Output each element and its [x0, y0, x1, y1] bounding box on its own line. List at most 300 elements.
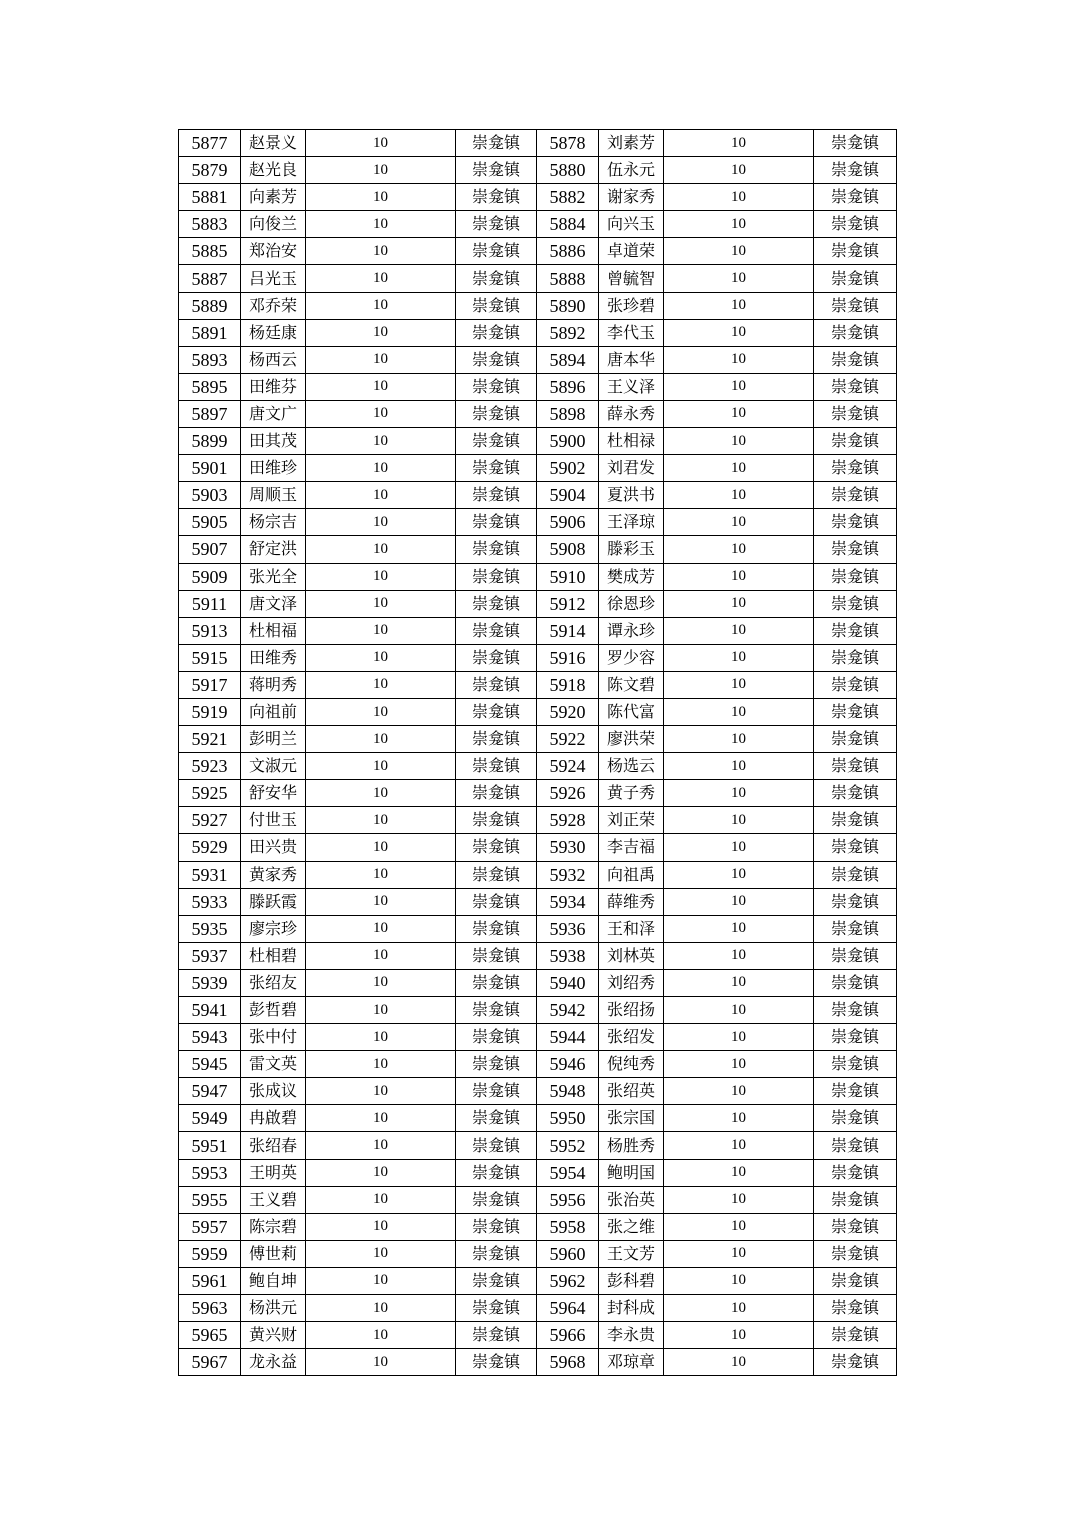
right-person-name-cell: 张绍英	[599, 1078, 664, 1105]
table-row	[179, 942, 897, 969]
right-amount-cell: 10	[664, 1186, 814, 1213]
right-person-name-cell: 黄子秀	[599, 780, 664, 807]
right-person-name-cell: 刘林英	[599, 942, 664, 969]
right-amount-cell: 10	[664, 130, 814, 157]
right-record-id-cell: 5946	[537, 1051, 599, 1078]
table-row	[179, 617, 897, 644]
right-amount-cell: 10	[664, 1132, 814, 1159]
left-person-name-cell: 向素芳	[241, 184, 306, 211]
table-row	[179, 807, 897, 834]
right-amount-cell: 10	[664, 1295, 814, 1322]
left-record-id-cell: 5905	[179, 509, 241, 536]
right-record-id-cell: 5882	[537, 184, 599, 211]
right-amount-cell: 10	[664, 238, 814, 265]
right-record-id-cell: 5956	[537, 1186, 599, 1213]
right-town-name-cell: 崇龛镇	[814, 1105, 897, 1132]
left-amount-cell: 10	[306, 726, 456, 753]
right-person-name-cell: 李代玉	[599, 319, 664, 346]
right-town-name-cell: 崇龛镇	[814, 563, 897, 590]
right-record-id-cell: 5878	[537, 130, 599, 157]
right-town-name-cell: 崇龛镇	[814, 1186, 897, 1213]
left-person-name-cell: 杨廷康	[241, 319, 306, 346]
table-row	[179, 1186, 897, 1213]
left-person-name-cell: 田其茂	[241, 428, 306, 455]
right-town-name-cell: 崇龛镇	[814, 644, 897, 671]
right-amount-cell: 10	[664, 969, 814, 996]
left-record-id-cell: 5965	[179, 1322, 241, 1349]
right-person-name-cell: 廖洪荣	[599, 726, 664, 753]
left-amount-cell: 10	[306, 1051, 456, 1078]
right-person-name-cell: 倪纯秀	[599, 1051, 664, 1078]
table-row	[179, 482, 897, 509]
right-town-name-cell: 崇龛镇	[814, 428, 897, 455]
right-record-id-cell: 5918	[537, 671, 599, 698]
table-row	[179, 319, 897, 346]
table-row	[179, 1240, 897, 1267]
right-record-id-cell: 5948	[537, 1078, 599, 1105]
right-amount-cell: 10	[664, 1349, 814, 1376]
left-town-name-cell: 崇龛镇	[456, 997, 537, 1024]
left-amount-cell: 10	[306, 482, 456, 509]
left-record-id-cell: 5889	[179, 292, 241, 319]
table-row	[179, 536, 897, 563]
left-amount-cell: 10	[306, 942, 456, 969]
right-record-id-cell: 5902	[537, 455, 599, 482]
right-person-name-cell: 王泽琼	[599, 509, 664, 536]
left-town-name-cell: 崇龛镇	[456, 184, 537, 211]
table-row	[179, 563, 897, 590]
right-amount-cell: 10	[664, 319, 814, 346]
right-amount-cell: 10	[664, 400, 814, 427]
right-record-id-cell: 5964	[537, 1295, 599, 1322]
right-amount-cell: 10	[664, 807, 814, 834]
table-row	[179, 1159, 897, 1186]
left-person-name-cell: 张光全	[241, 563, 306, 590]
table-row	[179, 1105, 897, 1132]
right-town-name-cell: 崇龛镇	[814, 1322, 897, 1349]
left-town-name-cell: 崇龛镇	[456, 1267, 537, 1294]
left-person-name-cell: 彭明兰	[241, 726, 306, 753]
left-amount-cell: 10	[306, 1159, 456, 1186]
left-record-id-cell: 5931	[179, 861, 241, 888]
right-town-name-cell: 崇龛镇	[814, 726, 897, 753]
left-record-id-cell: 5927	[179, 807, 241, 834]
table-row	[179, 997, 897, 1024]
left-amount-cell: 10	[306, 780, 456, 807]
left-amount-cell: 10	[306, 1349, 456, 1376]
left-record-id-cell: 5951	[179, 1132, 241, 1159]
left-amount-cell: 10	[306, 753, 456, 780]
right-town-name-cell: 崇龛镇	[814, 482, 897, 509]
left-town-name-cell: 崇龛镇	[456, 428, 537, 455]
left-record-id-cell: 5887	[179, 265, 241, 292]
right-town-name-cell: 崇龛镇	[814, 969, 897, 996]
left-amount-cell: 10	[306, 238, 456, 265]
left-record-id-cell: 5917	[179, 671, 241, 698]
left-person-name-cell: 滕跃霞	[241, 888, 306, 915]
right-record-id-cell: 5928	[537, 807, 599, 834]
right-town-name-cell: 崇龛镇	[814, 1078, 897, 1105]
left-record-id-cell: 5963	[179, 1295, 241, 1322]
table-row	[179, 130, 897, 157]
left-record-id-cell: 5895	[179, 373, 241, 400]
table-row	[179, 1132, 897, 1159]
right-amount-cell: 10	[664, 563, 814, 590]
left-record-id-cell: 5909	[179, 563, 241, 590]
left-town-name-cell: 崇龛镇	[456, 969, 537, 996]
right-amount-cell: 10	[664, 1105, 814, 1132]
right-town-name-cell: 崇龛镇	[814, 942, 897, 969]
left-amount-cell: 10	[306, 644, 456, 671]
left-person-name-cell: 傅世莉	[241, 1240, 306, 1267]
table-row	[179, 726, 897, 753]
roster-table	[178, 129, 897, 1376]
left-person-name-cell: 杨宗吉	[241, 509, 306, 536]
right-town-name-cell: 崇龛镇	[814, 292, 897, 319]
left-record-id-cell: 5947	[179, 1078, 241, 1105]
right-person-name-cell: 向兴玉	[599, 211, 664, 238]
right-town-name-cell: 崇龛镇	[814, 1240, 897, 1267]
right-person-name-cell: 鲍明国	[599, 1159, 664, 1186]
right-amount-cell: 10	[664, 671, 814, 698]
left-amount-cell: 10	[306, 1295, 456, 1322]
left-person-name-cell: 向俊兰	[241, 211, 306, 238]
left-record-id-cell: 5925	[179, 780, 241, 807]
left-record-id-cell: 5923	[179, 753, 241, 780]
right-amount-cell: 10	[664, 780, 814, 807]
right-record-id-cell: 5896	[537, 373, 599, 400]
right-person-name-cell: 徐恩珍	[599, 590, 664, 617]
left-amount-cell: 10	[306, 400, 456, 427]
right-record-id-cell: 5938	[537, 942, 599, 969]
right-town-name-cell: 崇龛镇	[814, 671, 897, 698]
left-town-name-cell: 崇龛镇	[456, 698, 537, 725]
left-town-name-cell: 崇龛镇	[456, 536, 537, 563]
table-row	[179, 1267, 897, 1294]
table-row	[179, 1349, 897, 1376]
table-row	[179, 753, 897, 780]
right-amount-cell: 10	[664, 1051, 814, 1078]
left-amount-cell: 10	[306, 888, 456, 915]
left-person-name-cell: 杜相福	[241, 617, 306, 644]
table-row	[179, 671, 897, 698]
right-record-id-cell: 5966	[537, 1322, 599, 1349]
right-record-id-cell: 5936	[537, 915, 599, 942]
left-amount-cell: 10	[306, 807, 456, 834]
left-person-name-cell: 田兴贵	[241, 834, 306, 861]
right-amount-cell: 10	[664, 617, 814, 644]
left-amount-cell: 10	[306, 698, 456, 725]
left-town-name-cell: 崇龛镇	[456, 265, 537, 292]
left-town-name-cell: 崇龛镇	[456, 319, 537, 346]
left-town-name-cell: 崇龛镇	[456, 726, 537, 753]
table-row	[179, 1322, 897, 1349]
right-person-name-cell: 封科成	[599, 1295, 664, 1322]
table-row	[179, 590, 897, 617]
left-amount-cell: 10	[306, 292, 456, 319]
right-record-id-cell: 5944	[537, 1024, 599, 1051]
left-town-name-cell: 崇龛镇	[456, 888, 537, 915]
left-town-name-cell: 崇龛镇	[456, 671, 537, 698]
left-amount-cell: 10	[306, 1186, 456, 1213]
left-town-name-cell: 崇龛镇	[456, 1349, 537, 1376]
right-record-id-cell: 5968	[537, 1349, 599, 1376]
left-record-id-cell: 5957	[179, 1213, 241, 1240]
right-person-name-cell: 王义泽	[599, 373, 664, 400]
left-person-name-cell: 杨西云	[241, 346, 306, 373]
table-row	[179, 1213, 897, 1240]
left-town-name-cell: 崇龛镇	[456, 1213, 537, 1240]
right-town-name-cell: 崇龛镇	[814, 1159, 897, 1186]
left-amount-cell: 10	[306, 617, 456, 644]
left-record-id-cell: 5943	[179, 1024, 241, 1051]
left-amount-cell: 10	[306, 1240, 456, 1267]
left-person-name-cell: 冉啟碧	[241, 1105, 306, 1132]
table-row	[179, 1295, 897, 1322]
left-amount-cell: 10	[306, 834, 456, 861]
right-town-name-cell: 崇龛镇	[814, 888, 897, 915]
right-person-name-cell: 薛维秀	[599, 888, 664, 915]
left-record-id-cell: 5881	[179, 184, 241, 211]
right-amount-cell: 10	[664, 834, 814, 861]
right-amount-cell: 10	[664, 373, 814, 400]
right-record-id-cell: 5920	[537, 698, 599, 725]
left-town-name-cell: 崇龛镇	[456, 157, 537, 184]
right-town-name-cell: 崇龛镇	[814, 997, 897, 1024]
right-town-name-cell: 崇龛镇	[814, 346, 897, 373]
right-town-name-cell: 崇龛镇	[814, 753, 897, 780]
left-amount-cell: 10	[306, 563, 456, 590]
left-person-name-cell: 赵景义	[241, 130, 306, 157]
right-record-id-cell: 5884	[537, 211, 599, 238]
right-person-name-cell: 陈代富	[599, 698, 664, 725]
left-person-name-cell: 张中付	[241, 1024, 306, 1051]
left-amount-cell: 10	[306, 1132, 456, 1159]
left-amount-cell: 10	[306, 1213, 456, 1240]
right-record-id-cell: 5880	[537, 157, 599, 184]
left-amount-cell: 10	[306, 455, 456, 482]
left-town-name-cell: 崇龛镇	[456, 211, 537, 238]
table-row	[179, 346, 897, 373]
left-town-name-cell: 崇龛镇	[456, 1132, 537, 1159]
right-town-name-cell: 崇龛镇	[814, 1267, 897, 1294]
left-record-id-cell: 5893	[179, 346, 241, 373]
left-town-name-cell: 崇龛镇	[456, 617, 537, 644]
left-town-name-cell: 崇龛镇	[456, 1295, 537, 1322]
right-amount-cell: 10	[664, 726, 814, 753]
left-town-name-cell: 崇龛镇	[456, 1051, 537, 1078]
right-record-id-cell: 5888	[537, 265, 599, 292]
right-person-name-cell: 王和泽	[599, 915, 664, 942]
left-town-name-cell: 崇龛镇	[456, 942, 537, 969]
right-person-name-cell: 薛永秀	[599, 400, 664, 427]
left-person-name-cell: 付世玉	[241, 807, 306, 834]
right-town-name-cell: 崇龛镇	[814, 590, 897, 617]
right-person-name-cell: 张治英	[599, 1186, 664, 1213]
right-amount-cell: 10	[664, 455, 814, 482]
left-record-id-cell: 5899	[179, 428, 241, 455]
right-record-id-cell: 5906	[537, 509, 599, 536]
left-record-id-cell: 5915	[179, 644, 241, 671]
left-record-id-cell: 5913	[179, 617, 241, 644]
right-town-name-cell: 崇龛镇	[814, 861, 897, 888]
left-record-id-cell: 5959	[179, 1240, 241, 1267]
left-person-name-cell: 张绍友	[241, 969, 306, 996]
left-amount-cell: 10	[306, 1105, 456, 1132]
left-amount-cell: 10	[306, 346, 456, 373]
left-town-name-cell: 崇龛镇	[456, 1105, 537, 1132]
right-amount-cell: 10	[664, 536, 814, 563]
right-record-id-cell: 5960	[537, 1240, 599, 1267]
left-record-id-cell: 5897	[179, 400, 241, 427]
left-record-id-cell: 5961	[179, 1267, 241, 1294]
left-amount-cell: 10	[306, 1267, 456, 1294]
table-row	[179, 211, 897, 238]
right-amount-cell: 10	[664, 211, 814, 238]
left-town-name-cell: 崇龛镇	[456, 780, 537, 807]
right-amount-cell: 10	[664, 428, 814, 455]
table-row	[179, 509, 897, 536]
right-record-id-cell: 5886	[537, 238, 599, 265]
right-record-id-cell: 5898	[537, 400, 599, 427]
right-record-id-cell: 5932	[537, 861, 599, 888]
table-row	[179, 834, 897, 861]
left-person-name-cell: 蒋明秀	[241, 671, 306, 698]
left-amount-cell: 10	[306, 536, 456, 563]
right-person-name-cell: 唐本华	[599, 346, 664, 373]
right-record-id-cell: 5926	[537, 780, 599, 807]
right-person-name-cell: 彭科碧	[599, 1267, 664, 1294]
left-person-name-cell: 王明英	[241, 1159, 306, 1186]
right-person-name-cell: 曾毓智	[599, 265, 664, 292]
right-town-name-cell: 崇龛镇	[814, 1132, 897, 1159]
right-record-id-cell: 5962	[537, 1267, 599, 1294]
left-record-id-cell: 5945	[179, 1051, 241, 1078]
right-amount-cell: 10	[664, 292, 814, 319]
left-amount-cell: 10	[306, 1024, 456, 1051]
left-record-id-cell: 5937	[179, 942, 241, 969]
right-town-name-cell: 崇龛镇	[814, 265, 897, 292]
right-town-name-cell: 崇龛镇	[814, 1349, 897, 1376]
right-person-name-cell: 刘君发	[599, 455, 664, 482]
right-record-id-cell: 5940	[537, 969, 599, 996]
left-person-name-cell: 田维珍	[241, 455, 306, 482]
right-record-id-cell: 5924	[537, 753, 599, 780]
right-amount-cell: 10	[664, 482, 814, 509]
left-town-name-cell: 崇龛镇	[456, 590, 537, 617]
left-person-name-cell: 张绍春	[241, 1132, 306, 1159]
left-person-name-cell: 田维秀	[241, 644, 306, 671]
table-row	[179, 265, 897, 292]
right-town-name-cell: 崇龛镇	[814, 1295, 897, 1322]
left-person-name-cell: 杜相碧	[241, 942, 306, 969]
right-person-name-cell: 张珍碧	[599, 292, 664, 319]
left-amount-cell: 10	[306, 1078, 456, 1105]
left-amount-cell: 10	[306, 915, 456, 942]
right-person-name-cell: 樊成芳	[599, 563, 664, 590]
left-record-id-cell: 5941	[179, 997, 241, 1024]
right-town-name-cell: 崇龛镇	[814, 1213, 897, 1240]
right-amount-cell: 10	[664, 1322, 814, 1349]
left-town-name-cell: 崇龛镇	[456, 238, 537, 265]
left-record-id-cell: 5929	[179, 834, 241, 861]
table-row	[179, 157, 897, 184]
right-record-id-cell: 5958	[537, 1213, 599, 1240]
right-person-name-cell: 张绍扬	[599, 997, 664, 1024]
left-person-name-cell: 唐文泽	[241, 590, 306, 617]
right-record-id-cell: 5916	[537, 644, 599, 671]
left-amount-cell: 10	[306, 373, 456, 400]
left-record-id-cell: 5885	[179, 238, 241, 265]
right-amount-cell: 10	[664, 997, 814, 1024]
left-person-name-cell: 文淑元	[241, 753, 306, 780]
left-town-name-cell: 崇龛镇	[456, 563, 537, 590]
right-person-name-cell: 李永贵	[599, 1322, 664, 1349]
left-town-name-cell: 崇龛镇	[456, 1322, 537, 1349]
left-amount-cell: 10	[306, 1322, 456, 1349]
table-row	[179, 400, 897, 427]
left-record-id-cell: 5921	[179, 726, 241, 753]
table-row	[179, 292, 897, 319]
right-town-name-cell: 崇龛镇	[814, 617, 897, 644]
table-row	[179, 373, 897, 400]
right-town-name-cell: 崇龛镇	[814, 455, 897, 482]
left-person-name-cell: 杨洪元	[241, 1295, 306, 1322]
right-person-name-cell: 谭永珍	[599, 617, 664, 644]
right-record-id-cell: 5904	[537, 482, 599, 509]
right-person-name-cell: 向祖禹	[599, 861, 664, 888]
right-person-name-cell: 伍永元	[599, 157, 664, 184]
right-person-name-cell: 滕彩玉	[599, 536, 664, 563]
left-town-name-cell: 崇龛镇	[456, 644, 537, 671]
left-record-id-cell: 5877	[179, 130, 241, 157]
left-town-name-cell: 崇龛镇	[456, 753, 537, 780]
left-record-id-cell: 5883	[179, 211, 241, 238]
right-amount-cell: 10	[664, 753, 814, 780]
left-town-name-cell: 崇龛镇	[456, 509, 537, 536]
table-row	[179, 1051, 897, 1078]
right-record-id-cell: 5908	[537, 536, 599, 563]
table-row	[179, 455, 897, 482]
left-person-name-cell: 唐文广	[241, 400, 306, 427]
left-record-id-cell: 5879	[179, 157, 241, 184]
right-town-name-cell: 崇龛镇	[814, 834, 897, 861]
right-amount-cell: 10	[664, 509, 814, 536]
right-record-id-cell: 5900	[537, 428, 599, 455]
table-row	[179, 428, 897, 455]
right-record-id-cell: 5892	[537, 319, 599, 346]
right-town-name-cell: 崇龛镇	[814, 536, 897, 563]
left-person-name-cell: 郑治安	[241, 238, 306, 265]
left-person-name-cell: 彭哲碧	[241, 997, 306, 1024]
left-person-name-cell: 邓乔荣	[241, 292, 306, 319]
right-town-name-cell: 崇龛镇	[814, 130, 897, 157]
left-record-id-cell: 5967	[179, 1349, 241, 1376]
left-amount-cell: 10	[306, 265, 456, 292]
right-person-name-cell: 张之维	[599, 1213, 664, 1240]
table-row	[179, 861, 897, 888]
left-record-id-cell: 5935	[179, 915, 241, 942]
left-town-name-cell: 崇龛镇	[456, 1240, 537, 1267]
right-record-id-cell: 5954	[537, 1159, 599, 1186]
right-town-name-cell: 崇龛镇	[814, 211, 897, 238]
right-town-name-cell: 崇龛镇	[814, 184, 897, 211]
left-person-name-cell: 陈宗碧	[241, 1213, 306, 1240]
left-town-name-cell: 崇龛镇	[456, 1078, 537, 1105]
left-town-name-cell: 崇龛镇	[456, 807, 537, 834]
right-amount-cell: 10	[664, 698, 814, 725]
right-amount-cell: 10	[664, 1159, 814, 1186]
